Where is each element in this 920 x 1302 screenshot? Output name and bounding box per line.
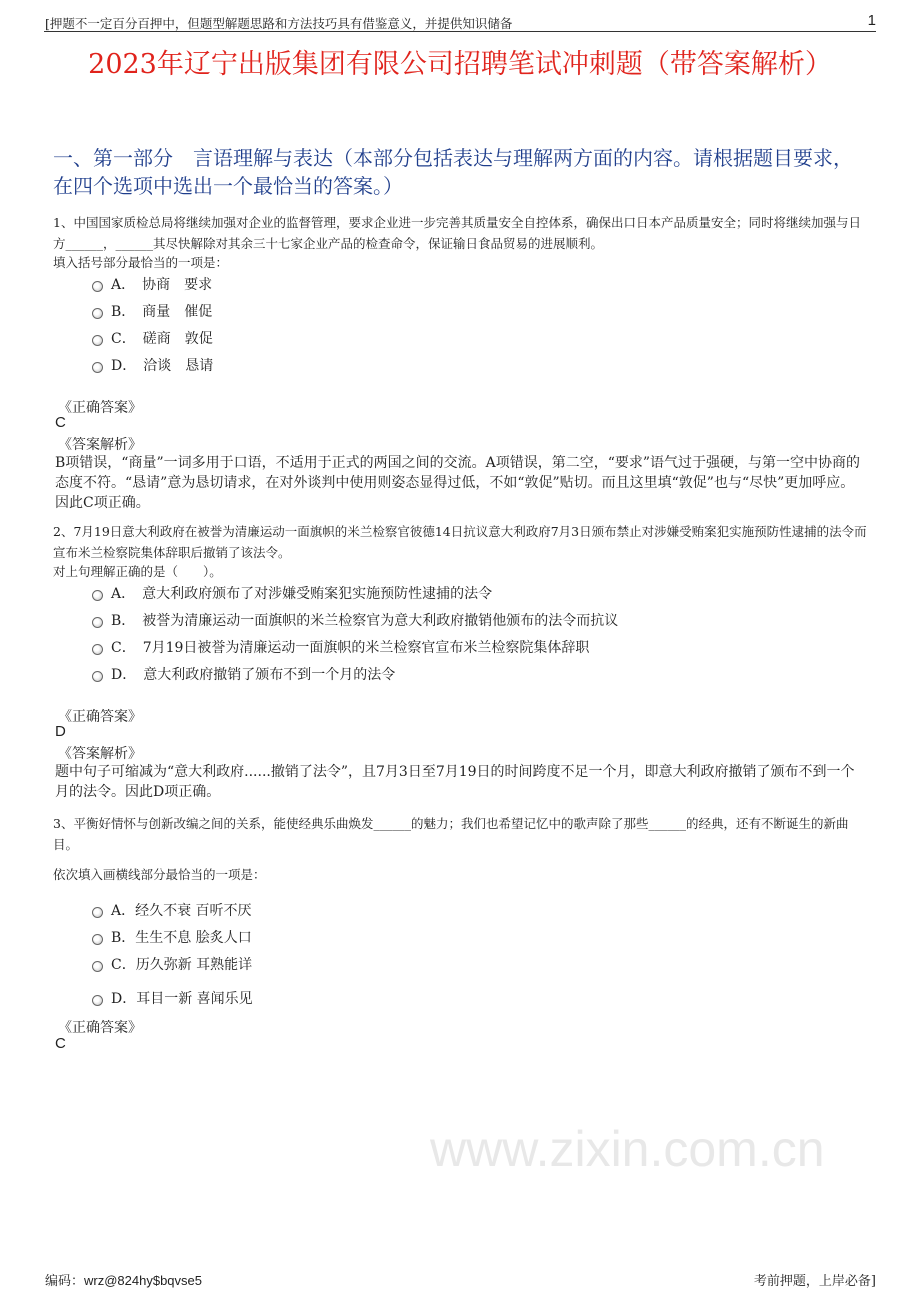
q2-option-a[interactable]	[92, 583, 492, 603]
q2-analysis: 题中句子可缩减为“意大利政府......撤销了法令”，且7月3日至7月19日的时间跨度不足一个月，即意大利政府撤销了颁布不到一个月的法令。因此D项正确。	[55, 764, 855, 800]
page-number: 1	[867, 12, 876, 29]
q2-option-b[interactable]	[92, 610, 618, 630]
footer-code: 编码：wrz@824hy$bqvse5	[45, 1273, 202, 1288]
radio-icon[interactable]	[92, 995, 103, 1006]
q3-answer: C	[55, 1035, 66, 1052]
analysis-label: 《答案解析》	[58, 746, 142, 762]
option-label: C． 7月19日被誉为清廉运动一面旗帜的米兰检察官宣布米兰检察院集体辞职	[111, 640, 590, 656]
q2-option-c[interactable]	[92, 637, 589, 657]
q3-option-b[interactable]	[92, 927, 252, 947]
question-3-prompt: 依次填入画横线部分最恰当的一项是：	[53, 867, 266, 882]
radio-icon[interactable]	[92, 335, 103, 346]
question-3-text: 3、平衡好情怀与创新改编之间的关系，能使经典乐曲焕发______的魅力；我们也希望记忆中的歌声除了那些______的经典，还有不断诞生的新曲目。	[53, 816, 849, 852]
option-label: D． 意大利政府撤销了颁布不到一个月的法令	[111, 667, 396, 683]
radio-icon[interactable]	[92, 281, 103, 292]
q3-option-c[interactable]	[92, 954, 252, 974]
option-label: B． 被誉为清廉运动一面旗帜的米兰检察官为意大利政府撤销他颁布的法令而抗议	[111, 613, 619, 629]
question-1-text: 1、中国国家质检总局将继续加强对企业的监督管理，要求企业进一步完善其质量安全自控体系，确保出口日本产品质量安全；同时将继续加强与日方______，______其尽快解除对其余三十七家企业产品的检查命令，保证输日食品贸易的进展顺利。	[53, 215, 861, 251]
watermark: www.zixin.com.cn	[430, 1121, 825, 1177]
q1-option-a[interactable]	[92, 274, 212, 294]
radio-icon[interactable]	[92, 934, 103, 945]
option-label: D．耳目一新 喜闻乐见	[111, 991, 253, 1007]
q3-option-d[interactable]	[92, 988, 253, 1008]
document-title: 2023年辽宁出版集团有限公司招聘笔试冲刺题（带答案解析）	[88, 49, 832, 80]
header-divider	[44, 31, 876, 32]
option-label: A． 意大利政府颁布了对涉嫌受贿案犯实施预防性逮捕的法令	[111, 586, 493, 602]
radio-icon[interactable]	[92, 961, 103, 972]
analysis-label: 《答案解析》	[58, 437, 142, 453]
option-label: C．历久弥新 耳熟能详	[111, 957, 253, 973]
q1-option-d[interactable]	[92, 355, 213, 375]
option-label: C． 磋商 敦促	[111, 331, 213, 347]
q1-option-b[interactable]	[92, 301, 212, 321]
q1-answer: C	[55, 414, 66, 431]
header-note: [押题不一定百分百押中，但题型解题思路和方法技巧具有借鉴意义，并提供知识储备	[45, 16, 513, 31]
section-heading: 一、第一部分 言语理解与表达（本部分包括表达与理解两方面的内容。请根据题目要求，在四个选项中选出一个最恰当的答案。）	[53, 146, 853, 198]
answer-label: 《正确答案》	[58, 1020, 142, 1036]
option-label: A．经久不衰 百听不厌	[111, 903, 252, 919]
radio-icon[interactable]	[92, 671, 103, 682]
question-2-text: 2、7月19日意大利政府在被誉为清廉运动一面旗帜的米兰检察官彼德14日抗议意大利政府7月3日颁布禁止对涉嫌受贿案犯实施预防性逮捕的法令而宣布米兰检察院集体辞职后撤销了该法令。	[53, 524, 867, 560]
q2-answer: D	[55, 723, 66, 740]
answer-label: 《正确答案》	[58, 709, 142, 725]
question-2-prompt: 对上句理解正确的是（ ）。	[53, 564, 222, 579]
answer-label: 《正确答案》	[58, 400, 142, 416]
option-label: B． 商量 催促	[111, 304, 213, 320]
radio-icon[interactable]	[92, 308, 103, 319]
q1-analysis: B项错误，“商量”一词多用于口语，不适用于正式的两国之间的交流。A项错误，第二空，“要求”语气过于强硬，与第一空中协商的态度不符。“恳请”意为恳切请求，在对外谈判中使用则姿态显得过低，不如“敦促”贴切。而且这里填“敦促”也与“尽快”更加呼应。因此C项正确。	[55, 455, 861, 511]
radio-icon[interactable]	[92, 907, 103, 918]
q3-option-a[interactable]	[92, 900, 252, 920]
option-label: B．生生不息 脍炙人口	[111, 930, 252, 946]
footer-slogan: 考前押题，上岸必备]	[753, 1274, 876, 1289]
radio-icon[interactable]	[92, 590, 103, 601]
radio-icon[interactable]	[92, 617, 103, 628]
q2-option-d[interactable]	[92, 664, 395, 684]
radio-icon[interactable]	[92, 362, 103, 373]
radio-icon[interactable]	[92, 644, 103, 655]
option-label: D． 洽谈 恳请	[111, 358, 214, 374]
q1-option-c[interactable]	[92, 328, 213, 348]
question-1-prompt: 填入括号部分最恰当的一项是：	[53, 255, 229, 270]
option-label: A． 协商 要求	[111, 277, 213, 293]
